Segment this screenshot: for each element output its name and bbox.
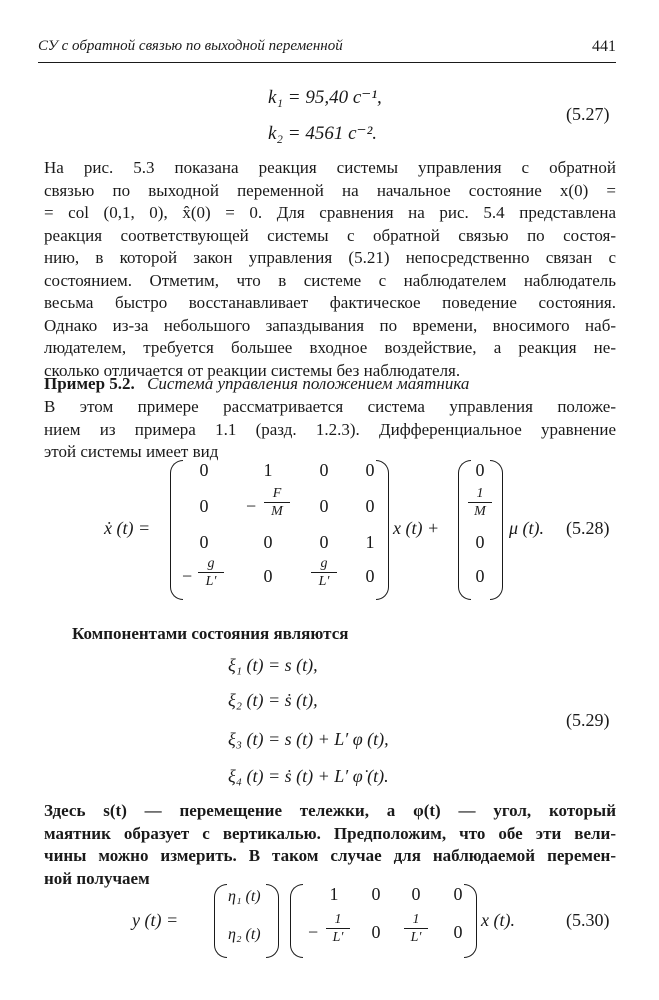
vector-cell: 0 xyxy=(475,460,485,480)
matrix-cell: 0 xyxy=(263,532,273,552)
paragraph-line: людателем, требуется большее входное воздействие, а реакция не- xyxy=(44,338,616,357)
fraction-denominator: L′ xyxy=(410,930,422,945)
vector-cell: 0 xyxy=(475,532,485,552)
paragraph-line: нию, в которой закон управления (5.21) непосредственно связан с xyxy=(44,248,616,267)
output-matrix-cell: 0 xyxy=(371,922,381,942)
paragraph-line: ной получаем xyxy=(44,868,150,888)
matrix-cell: 0 xyxy=(199,460,209,480)
fraction-denominator: M xyxy=(271,504,283,519)
fraction-numerator: 1 xyxy=(468,486,492,503)
equation-xi4: ξ₄ (t) = ṡ (t) + L′ φ̇ (t). xyxy=(228,766,389,786)
output-matrix-left-bracket xyxy=(290,884,303,958)
eq-5-28-mid: x (t) + xyxy=(393,518,440,538)
paragraph-line: маятник образует с вертикалью. Предположим, что обе эти вели- xyxy=(44,823,616,843)
output-matrix-cell: 0 xyxy=(371,884,381,904)
paragraph-line: весьма быстро восстанавливает фактическое поведение состояния. xyxy=(44,293,616,312)
equation-k1: k₁ = 95,40 c⁻¹, xyxy=(268,87,382,108)
matrix-cell: 0 xyxy=(365,496,375,516)
vector-cell: 0 xyxy=(475,566,485,586)
fraction-numerator: g xyxy=(198,556,224,573)
matrix-cell: 0 xyxy=(319,460,329,480)
example-heading xyxy=(44,374,469,394)
fraction-numerator: F xyxy=(264,486,290,503)
paragraph-observer-response xyxy=(44,157,616,382)
paragraph-line: сколько отличается от реакции системы без наблюдателя. xyxy=(44,360,461,380)
paragraph-line: = col (0,1, 0), x̂(0) = 0. Для сравнения на рис. 5.4 представлена xyxy=(44,203,616,222)
paragraph-line: нием из примера 1.1 (разд. 1.2.3). Дифференциальное уравнение xyxy=(44,419,616,439)
page-number: 441 xyxy=(592,38,616,55)
matrix-cell: 1 xyxy=(263,460,273,480)
fraction-denominator: L′ xyxy=(205,574,217,589)
output-matrix-cell: 0 xyxy=(411,884,421,904)
eq-5-28-rhs: μ (t). xyxy=(509,518,545,538)
paragraph-line: связью по выходной переменной на начальное состояние x(0) = xyxy=(44,180,616,200)
eq-5-28-lhs: ẋ (t) = xyxy=(104,518,151,538)
paragraph-line: Однако из-за небольшого запаздывания по времени, вносимого наб- xyxy=(44,315,616,335)
vector-fraction-1-M xyxy=(468,486,492,521)
fraction-numerator: 1 xyxy=(404,912,428,929)
matrix-cell: 0 xyxy=(319,496,329,516)
paragraph-line: состоянием. Отметим, что в системе с наблюдателем наблюдатель xyxy=(44,270,616,290)
running-header xyxy=(38,36,616,63)
matrix-fraction-F-M xyxy=(264,486,290,521)
matrix-fraction-g-L xyxy=(311,556,337,591)
equation-xi3: ξ₃ (t) = s (t) + L′ φ (t), xyxy=(228,729,389,749)
equation-xi2: ξ₂ (t) = ṡ (t), xyxy=(228,690,318,710)
fraction-denominator: M xyxy=(474,504,486,519)
equation-number-5-28: (5.28) xyxy=(566,518,610,538)
paragraph-line: В этом примере рассматривается система управления положе- xyxy=(44,397,616,416)
matrix-cell: 0 xyxy=(263,566,273,586)
output-matrix-cell: 1 xyxy=(329,884,339,904)
paragraph-line: реакция соответствующей системы с обратной связью по состоя- xyxy=(44,225,616,245)
paragraph-line: На рис. 5.3 показана реакция системы управления с обратной xyxy=(44,158,616,177)
output-fraction-1-L xyxy=(404,912,428,947)
matrix-cell: 0 xyxy=(365,460,375,480)
paragraph-line: чины можно измерить. В таком случае для наблюдаемой перемен- xyxy=(44,846,616,865)
running-header-title: СУ с обратной связью по выходной переменной xyxy=(38,38,343,54)
equation-k2: k₂ = 4561 c⁻². xyxy=(268,123,378,144)
fraction-numerator: 1 xyxy=(326,912,350,929)
matrix-cell: 0 xyxy=(319,532,329,552)
matrix-fraction-g-L xyxy=(198,556,224,591)
output-matrix-minus-sign: − xyxy=(308,922,319,942)
matrix-minus-sign: − xyxy=(246,496,257,516)
example-title: Система управления положением маятника xyxy=(147,374,470,393)
fraction-numerator: g xyxy=(311,556,337,573)
output-eta2: η₂ (t) xyxy=(228,926,261,943)
paragraph-example-intro xyxy=(44,396,616,464)
matrix-cell: 0 xyxy=(199,496,209,516)
matrix-cell: 1 xyxy=(365,532,375,552)
output-matrix-cell: 0 xyxy=(453,922,463,942)
equation-number-5-29: (5.29) xyxy=(566,710,610,730)
output-vector-right-bracket xyxy=(266,884,279,958)
eq-5-30-lhs: y (t) = xyxy=(132,910,179,930)
paragraph-line: Здесь s(t) — перемещение тележки, а φ(t) — угол, который xyxy=(44,801,616,820)
paragraph-line: этой системы имеет вид xyxy=(44,442,219,461)
matrix-minus-sign: − xyxy=(182,566,193,586)
output-eta1: η₁ (t) xyxy=(228,888,261,905)
fraction-denominator: L′ xyxy=(332,930,344,945)
matrix-cell: 0 xyxy=(199,532,209,552)
equation-xi1: ξ₁ (t) = s (t), xyxy=(228,655,318,675)
output-matrix-cell: 0 xyxy=(453,884,463,904)
paragraph-state-components xyxy=(44,800,616,890)
matrix-cell: 0 xyxy=(365,566,375,586)
fraction-denominator: L′ xyxy=(318,574,330,589)
components-label: Компонентами состояния являются xyxy=(72,624,349,643)
eq-5-30-rhs: x (t). xyxy=(481,910,515,930)
equation-number-5-30: (5.30) xyxy=(566,910,610,930)
equation-number-5-27: (5.27) xyxy=(566,104,610,124)
example-label: Пример 5.2. xyxy=(44,374,135,393)
output-vector-left-bracket xyxy=(214,884,227,958)
